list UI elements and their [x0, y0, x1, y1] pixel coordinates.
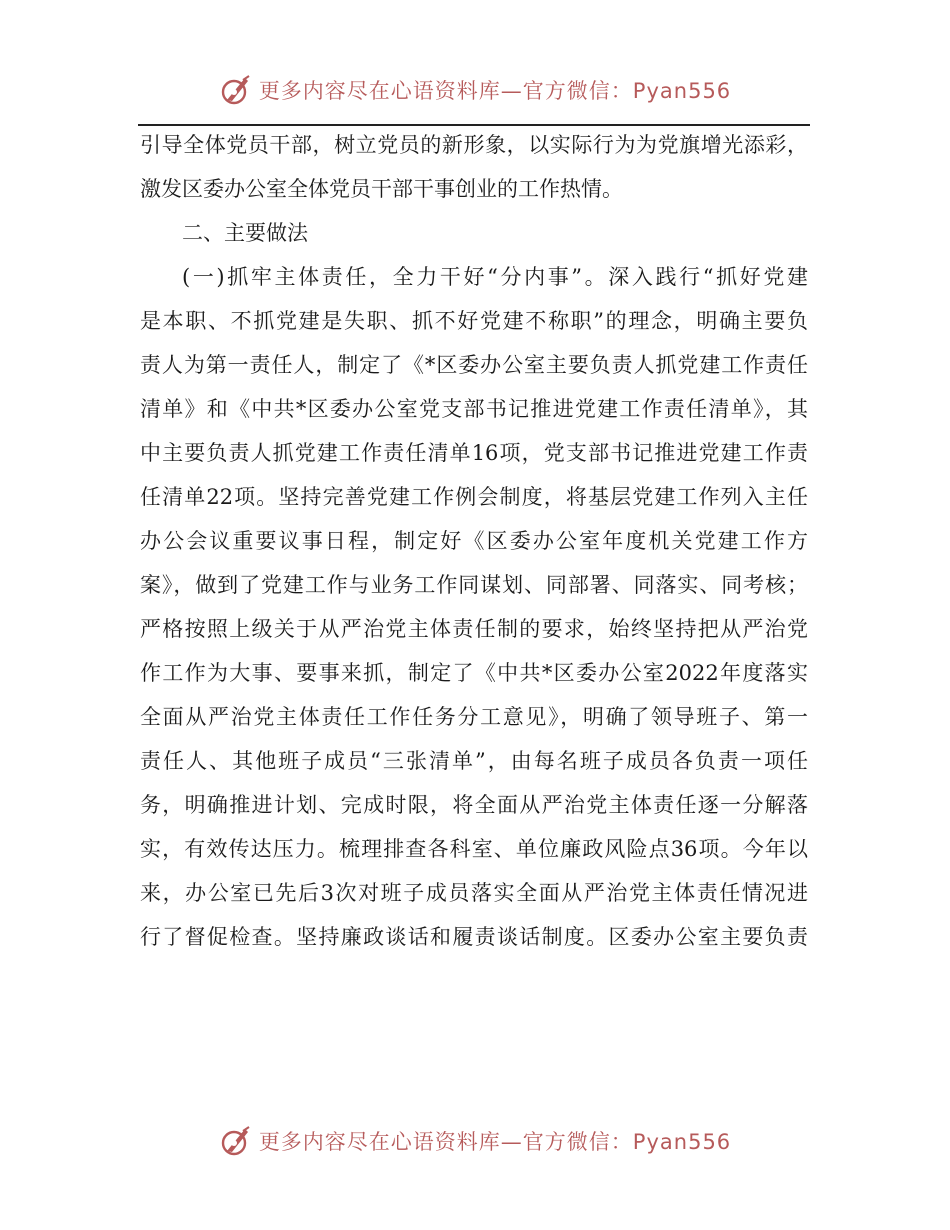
- text-line: 任清单22项。坚持完善党建工作例会制度，将基层党建工作列入主任: [140, 485, 808, 509]
- section-heading: 二、主要做法: [182, 221, 308, 245]
- text-line: 务，明确推进计划、完成时限，将全面从严治党主体责任逐一分解落: [140, 793, 808, 817]
- document-body: [140, 123, 808, 959]
- text-line: 行了督促检查。坚持廉政谈话和履责谈话制度。区委办公室主要负责: [140, 925, 808, 949]
- text-line: 来，办公室已先后3次对班子成员落实全面从严治党主体责任情况进: [140, 881, 808, 905]
- text-line: 责任人、其他班子成员“三张清单”，由每名班子成员各负责一项任: [140, 749, 808, 773]
- footer-banner: [0, 1121, 950, 1161]
- text-line: 作工作为大事、要事来抓，制定了《中共*区委办公室2022年度落实: [140, 661, 808, 685]
- text-line: 严格按照上级关于从严治党主体责任制的要求，始终坚持把从严治党: [140, 617, 808, 641]
- text-line: 中主要负责人抓党建工作责任清单16项，党支部书记推进党建工作责: [140, 441, 808, 465]
- text-line: 责人为第一责任人，制定了《*区委办公室主要负责人抓党建工作责任: [140, 353, 808, 377]
- header-banner: [0, 70, 950, 110]
- text-line: 全面从严治党主体责任工作任务分工意见》，明确了领导班子、第一: [140, 705, 808, 729]
- text-line: 实，有效传达压力。梳理排查各科室、单位廉政风险点36项。今年以: [140, 837, 808, 861]
- text-line: 激发区委办公室全体党员干部干事创业的工作热情。: [140, 177, 623, 201]
- text-line: 办公会议重要议事日程，制定好《区委办公室年度机关党建工作方: [140, 529, 808, 553]
- quill-pen-logo-icon: [219, 73, 253, 107]
- text-line: 案》，做到了党建工作与业务工作同谋划、同部署、同落实、同考核；: [140, 573, 808, 597]
- header-banner-text: 更多内容尽在心语资料库—官方微信：Pyan556: [258, 79, 732, 103]
- text-line: 引导全体党员干部，树立党员的新形象，以实际行为为党旗增光添彩，: [140, 133, 808, 157]
- footer-banner-text: 更多内容尽在心语资料库—官方微信：Pyan556: [258, 1130, 732, 1154]
- text-line: 清单》和《中共*区委办公室党支部书记推进党建工作责任清单》，其: [140, 397, 808, 421]
- quill-pen-logo-icon: [219, 1124, 253, 1158]
- text-line: 是本职、不抓党建是失职、抓不好党建不称职”的理念，明确主要负: [140, 309, 808, 333]
- text-line: (一)抓牢主体责任，全力干好“分内事”。深入践行“抓好党建: [182, 265, 808, 289]
